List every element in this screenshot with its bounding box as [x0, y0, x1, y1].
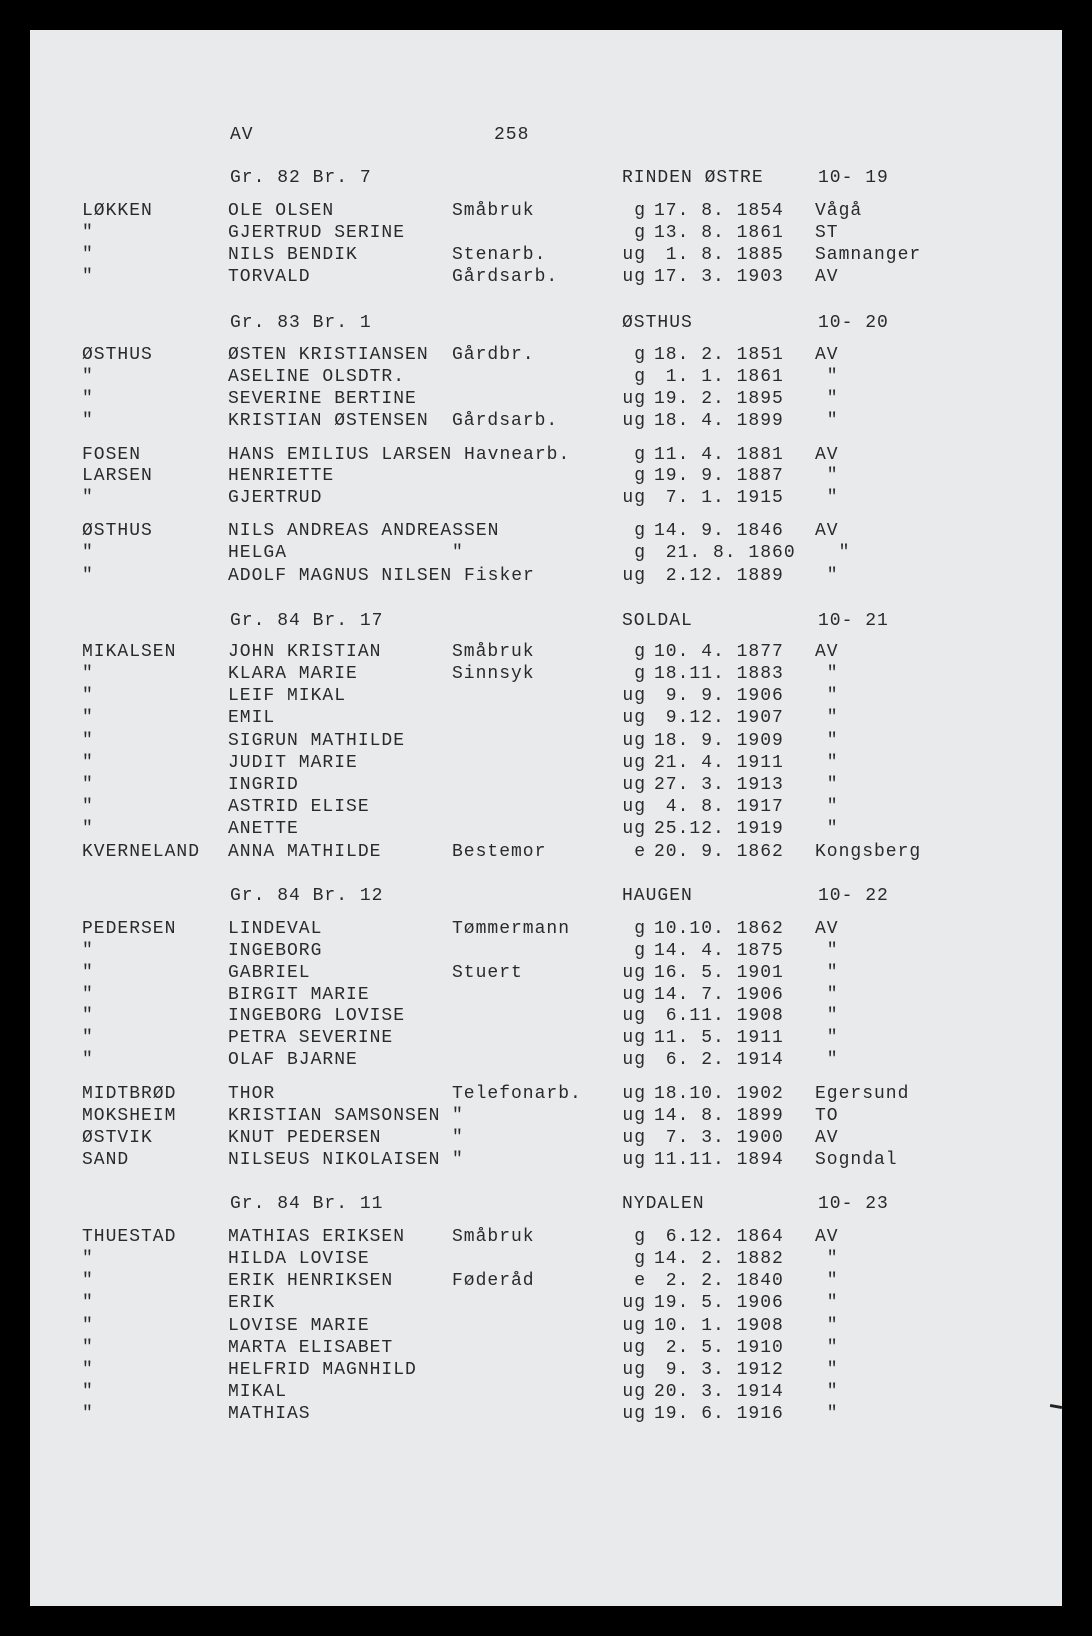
row-surname: "	[82, 1404, 94, 1424]
row-marital-status: g	[634, 919, 646, 939]
row-birth-place: "	[815, 941, 839, 961]
row-birth-place: "	[815, 797, 839, 817]
row-given-name: HELFRID MAGNHILD	[228, 1360, 417, 1380]
row-birth-date: 7. 1. 1915	[654, 488, 784, 508]
row-birth-date: 27. 3. 1913	[654, 775, 784, 795]
row-birth-place: "	[815, 708, 839, 728]
row-given-name: JOHN KRISTIAN	[228, 642, 382, 662]
row-birth-date: 4. 8. 1917	[654, 797, 784, 817]
row-marital-status: ug	[622, 731, 646, 751]
group-title: Gr. 82 Br. 7	[230, 168, 372, 188]
row-occupation: Gårdsarb.	[452, 411, 559, 431]
group-code: 10- 20	[818, 313, 889, 333]
row-given-name: ASTRID ELISE	[228, 797, 370, 817]
row-given-name: KNUT PEDERSEN	[228, 1128, 382, 1148]
row-birth-place: Vågå	[815, 201, 863, 221]
row-given-name: ANETTE	[228, 819, 299, 839]
row-marital-status: g	[634, 1249, 646, 1269]
row-birth-date: 2.12. 1889	[654, 566, 784, 586]
row-birth-date: 14. 2. 1882	[654, 1249, 784, 1269]
row-birth-date: 10. 4. 1877	[654, 642, 784, 662]
row-birth-date: 2. 2. 1840	[654, 1271, 784, 1291]
row-birth-date: 19. 5. 1906	[654, 1293, 784, 1313]
row-birth-place: "	[815, 686, 839, 706]
row-birth-date: 21. 8. 1860	[654, 543, 796, 563]
row-birth-place: "	[815, 1006, 839, 1026]
row-surname: "	[82, 367, 94, 387]
row-birth-place: AV	[815, 445, 839, 465]
row-birth-date: 9.12. 1907	[654, 708, 784, 728]
row-birth-date: 11. 5. 1911	[654, 1028, 784, 1048]
row-birth-place: Sogndal	[815, 1150, 898, 1170]
row-given-name: INGEBORG LOVISE	[228, 1006, 406, 1026]
row-given-name: ERIK	[228, 1293, 276, 1313]
row-surname: "	[82, 245, 94, 265]
row-occupation: Småbruk	[452, 642, 535, 662]
row-given-name: ADOLF MAGNUS NILSEN Fisker	[228, 566, 535, 586]
row-occupation: Småbruk	[452, 201, 535, 221]
row-given-name: LEIF MIKAL	[228, 686, 347, 706]
row-surname: LARSEN	[82, 466, 153, 486]
row-marital-status: ug	[622, 1404, 646, 1424]
row-surname: "	[82, 819, 94, 839]
row-surname: "	[82, 797, 94, 817]
row-given-name: MATHIAS	[228, 1404, 311, 1424]
row-birth-date: 13. 8. 1861	[654, 223, 784, 243]
row-occupation: Stenarb.	[452, 245, 547, 265]
group-title: Gr. 84 Br. 12	[230, 886, 384, 906]
row-given-name: LOVISE MARIE	[228, 1316, 370, 1336]
row-birth-place: "	[815, 1316, 839, 1336]
row-birth-date: 1. 8. 1885	[654, 245, 784, 265]
row-birth-place: "	[815, 1249, 839, 1269]
farm-name: ØSTHUS	[622, 313, 693, 333]
row-surname: "	[82, 664, 94, 684]
row-birth-date: 20. 9. 1862	[654, 842, 784, 862]
row-occupation: Føderåd	[452, 1271, 535, 1291]
row-occupation: Gårdsarb.	[452, 267, 559, 287]
row-marital-status: e	[634, 842, 646, 862]
row-occupation: Telefonarb.	[452, 1084, 582, 1104]
row-marital-status: ug	[622, 1028, 646, 1048]
row-surname: "	[82, 543, 94, 563]
group-code: 10- 19	[818, 168, 889, 188]
row-birth-date: 16. 5. 1901	[654, 963, 784, 983]
row-birth-date: 17. 8. 1854	[654, 201, 784, 221]
row-marital-status: ug	[622, 1128, 646, 1148]
row-given-name: INGRID	[228, 775, 299, 795]
row-marital-status: g	[634, 642, 646, 662]
row-given-name: HANS EMILIUS LARSEN Havnearb.	[228, 445, 571, 465]
row-marital-status: g	[634, 466, 646, 486]
row-surname: PEDERSEN	[82, 919, 177, 939]
row-given-name: KLARA MARIE	[228, 664, 358, 684]
row-given-name: GJERTRUD SERINE	[228, 223, 406, 243]
row-surname: ØSTHUS	[82, 521, 153, 541]
row-occupation: "	[452, 543, 464, 563]
row-birth-place: "	[815, 963, 839, 983]
group-code: 10- 21	[818, 611, 889, 631]
row-birth-place: "	[815, 488, 839, 508]
row-marital-status: ug	[622, 245, 646, 265]
row-surname: ØSTHUS	[82, 345, 153, 365]
row-surname: FOSEN	[82, 445, 142, 465]
row-birth-place: "	[815, 466, 839, 486]
row-birth-place: "	[815, 1293, 839, 1313]
row-surname: "	[82, 1382, 94, 1402]
row-marital-status: ug	[622, 389, 646, 409]
row-occupation: "	[452, 1128, 464, 1148]
row-marital-status: ug	[622, 1293, 646, 1313]
group-title: Gr. 83 Br. 1	[230, 313, 372, 333]
row-occupation: Stuert	[452, 963, 523, 983]
row-surname: "	[82, 267, 94, 287]
row-birth-place: "	[815, 1404, 839, 1424]
farm-name: SOLDAL	[622, 611, 693, 631]
row-given-name: OLAF BJARNE	[228, 1050, 358, 1070]
row-birth-date: 10.10. 1862	[654, 919, 784, 939]
row-birth-place: AV	[815, 919, 839, 939]
row-given-name: MARTA ELISABET	[228, 1338, 394, 1358]
row-marital-status: ug	[622, 1338, 646, 1358]
row-given-name: EMIL	[228, 708, 276, 728]
row-given-name: NILSEUS NIKOLAISEN	[228, 1150, 441, 1170]
row-marital-status: g	[634, 543, 646, 563]
row-given-name: NILS ANDREAS ANDREASSEN	[228, 521, 500, 541]
row-birth-date: 19. 2. 1895	[654, 389, 784, 409]
row-birth-place: "	[815, 775, 839, 795]
row-birth-place: ST	[815, 223, 839, 243]
row-surname: MIDTBRØD	[82, 1084, 177, 1104]
row-birth-place: AV	[815, 345, 839, 365]
row-given-name: MATHIAS ERIKSEN	[228, 1227, 406, 1247]
row-surname: MIKALSEN	[82, 642, 177, 662]
row-birth-date: 14. 7. 1906	[654, 985, 784, 1005]
row-birth-place: "	[815, 753, 839, 773]
row-given-name: MIKAL	[228, 1382, 288, 1402]
row-marital-status: g	[634, 345, 646, 365]
row-birth-place: AV	[815, 1128, 839, 1148]
row-marital-status: ug	[622, 819, 646, 839]
row-birth-place: AV	[815, 642, 839, 662]
row-birth-place: "	[815, 389, 839, 409]
row-given-name: ERIK HENRIKSEN	[228, 1271, 394, 1291]
row-birth-date: 6. 2. 1914	[654, 1050, 784, 1070]
row-birth-place: "	[815, 367, 839, 387]
row-surname: "	[82, 985, 94, 1005]
row-birth-date: 1. 1. 1861	[654, 367, 784, 387]
row-surname: "	[82, 775, 94, 795]
row-birth-date: 17. 3. 1903	[654, 267, 784, 287]
row-birth-place: "	[815, 1271, 839, 1291]
row-birth-date: 14. 8. 1899	[654, 1106, 784, 1126]
row-birth-place: "	[815, 566, 839, 586]
row-occupation: "	[452, 1106, 464, 1126]
row-birth-date: 14. 4. 1875	[654, 941, 784, 961]
row-given-name: TORVALD	[228, 267, 311, 287]
row-surname: "	[82, 411, 94, 431]
row-marital-status: ug	[622, 566, 646, 586]
row-birth-date: 6.11. 1908	[654, 1006, 784, 1026]
row-surname: "	[82, 223, 94, 243]
row-marital-status: g	[634, 223, 646, 243]
row-surname: MOKSHEIM	[82, 1106, 177, 1126]
row-marital-status: ug	[622, 411, 646, 431]
row-marital-status: ug	[622, 753, 646, 773]
row-birth-place: AV	[815, 521, 839, 541]
row-marital-status: ug	[622, 963, 646, 983]
row-birth-place: "	[815, 985, 839, 1005]
row-surname: "	[82, 1050, 94, 1070]
row-surname: KVERNELAND	[82, 842, 201, 862]
row-surname: "	[82, 1360, 94, 1380]
row-surname: "	[82, 1271, 94, 1291]
row-surname: THUESTAD	[82, 1227, 177, 1247]
row-given-name: ANNA MATHILDE	[228, 842, 382, 862]
row-marital-status: g	[634, 664, 646, 684]
row-given-name: PETRA SEVERINE	[228, 1028, 394, 1048]
row-marital-status: ug	[622, 708, 646, 728]
row-occupation: Småbruk	[452, 1227, 535, 1247]
header-municipality: AV	[230, 125, 254, 145]
row-given-name: SIGRUN MATHILDE	[228, 731, 406, 751]
row-marital-status: g	[634, 521, 646, 541]
group-title: Gr. 84 Br. 17	[230, 611, 384, 631]
row-birth-place: Egersund	[815, 1084, 910, 1104]
row-birth-place: "	[815, 411, 839, 431]
row-given-name: BIRGIT MARIE	[228, 985, 370, 1005]
farm-name: RINDEN ØSTRE	[622, 168, 764, 188]
row-surname: "	[82, 1028, 94, 1048]
row-given-name: GJERTRUD	[228, 488, 323, 508]
row-marital-status: g	[634, 201, 646, 221]
row-birth-place: Samnanger	[815, 245, 922, 265]
row-marital-status: g	[634, 367, 646, 387]
row-given-name: JUDIT MARIE	[228, 753, 358, 773]
row-surname: "	[82, 566, 94, 586]
row-birth-place: "	[815, 1028, 839, 1048]
row-birth-date: 25.12. 1919	[654, 819, 784, 839]
row-birth-date: 18.10. 1902	[654, 1084, 784, 1104]
row-birth-place: Kongsberg	[815, 842, 922, 862]
row-birth-date: 21. 4. 1911	[654, 753, 784, 773]
row-birth-date: 10. 1. 1908	[654, 1316, 784, 1336]
row-given-name: THOR	[228, 1084, 276, 1104]
row-birth-date: 20. 3. 1914	[654, 1382, 784, 1402]
row-given-name: ØSTEN KRISTIANSEN	[228, 345, 429, 365]
row-birth-date: 18.11. 1883	[654, 664, 784, 684]
group-code: 10- 22	[818, 886, 889, 906]
row-surname: "	[82, 686, 94, 706]
row-given-name: KRISTIAN ØSTENSEN	[228, 411, 429, 431]
row-marital-status: ug	[622, 985, 646, 1005]
row-given-name: SEVERINE BERTINE	[228, 389, 417, 409]
row-birth-place: AV	[815, 267, 839, 287]
row-marital-status: ug	[622, 267, 646, 287]
row-occupation: Gårdbr.	[452, 345, 535, 365]
row-surname: "	[82, 708, 94, 728]
row-marital-status: ug	[622, 1050, 646, 1070]
row-birth-date: 11. 4. 1881	[654, 445, 784, 465]
row-occupation: Bestemor	[452, 842, 547, 862]
row-occupation: Sinnsyk	[452, 664, 535, 684]
row-surname: "	[82, 963, 94, 983]
row-birth-date: 2. 5. 1910	[654, 1338, 784, 1358]
group-title: Gr. 84 Br. 11	[230, 1194, 384, 1214]
row-occupation: Tømmermann	[452, 919, 571, 939]
row-given-name: INGEBORG	[228, 941, 323, 961]
row-birth-place: "	[815, 1050, 839, 1070]
row-birth-place: AV	[815, 1227, 839, 1247]
row-marital-status: g	[634, 1227, 646, 1247]
row-marital-status: ug	[622, 686, 646, 706]
row-marital-status: ug	[622, 1382, 646, 1402]
row-surname: LØKKEN	[82, 201, 153, 221]
row-given-name: NILS BENDIK	[228, 245, 358, 265]
row-surname: "	[82, 389, 94, 409]
row-given-name: HENRIETTE	[228, 466, 335, 486]
row-marital-status: ug	[622, 775, 646, 795]
row-marital-status: ug	[622, 488, 646, 508]
row-given-name: HELGA	[228, 543, 288, 563]
page-number: 258	[494, 125, 530, 145]
row-surname: "	[82, 753, 94, 773]
row-given-name: LINDEVAL	[228, 919, 323, 939]
row-marital-status: ug	[622, 1150, 646, 1170]
row-marital-status: g	[634, 941, 646, 961]
row-surname: SAND	[82, 1150, 130, 1170]
row-marital-status: ug	[622, 1106, 646, 1126]
row-given-name: GABRIEL	[228, 963, 311, 983]
row-birth-date: 19. 6. 1916	[654, 1404, 784, 1424]
row-birth-date: 9. 9. 1906	[654, 686, 784, 706]
row-birth-place: "	[815, 1338, 839, 1358]
row-birth-date: 11.11. 1894	[654, 1150, 784, 1170]
row-surname: "	[82, 488, 94, 508]
row-birth-place: "	[815, 731, 839, 751]
farm-name: HAUGEN	[622, 886, 693, 906]
row-birth-date: 19. 9. 1887	[654, 466, 784, 486]
row-birth-place: "	[815, 819, 839, 839]
row-marital-status: ug	[622, 1316, 646, 1336]
row-birth-date: 7. 3. 1900	[654, 1128, 784, 1148]
row-surname: "	[82, 1293, 94, 1313]
row-given-name: KRISTIAN SAMSONSEN	[228, 1106, 441, 1126]
row-birth-place: "	[815, 1360, 839, 1380]
row-surname: "	[82, 1006, 94, 1026]
row-birth-place: TO	[815, 1106, 839, 1126]
row-marital-status: ug	[622, 1006, 646, 1026]
row-marital-status: ug	[622, 1360, 646, 1380]
row-marital-status: ug	[622, 797, 646, 817]
row-birth-place: "	[815, 543, 851, 563]
row-birth-place: "	[815, 1382, 839, 1402]
row-surname: "	[82, 1338, 94, 1358]
group-code: 10- 23	[818, 1194, 889, 1214]
row-surname: "	[82, 731, 94, 751]
row-surname: "	[82, 1316, 94, 1336]
row-surname: "	[82, 1249, 94, 1269]
row-occupation: "	[452, 1150, 464, 1170]
row-marital-status: e	[634, 1271, 646, 1291]
row-given-name: ASELINE OLSDTR.	[228, 367, 406, 387]
row-birth-date: 18. 9. 1909	[654, 731, 784, 751]
farm-name: NYDALEN	[622, 1194, 705, 1214]
row-birth-date: 18. 2. 1851	[654, 345, 784, 365]
row-birth-date: 18. 4. 1899	[654, 411, 784, 431]
row-birth-place: "	[815, 664, 839, 684]
row-marital-status: g	[634, 445, 646, 465]
row-surname: "	[82, 941, 94, 961]
row-birth-date: 14. 9. 1846	[654, 521, 784, 541]
row-birth-date: 9. 3. 1912	[654, 1360, 784, 1380]
row-given-name: OLE OLSEN	[228, 201, 335, 221]
row-given-name: HILDA LOVISE	[228, 1249, 370, 1269]
row-marital-status: ug	[622, 1084, 646, 1104]
row-birth-date: 6.12. 1864	[654, 1227, 784, 1247]
row-surname: ØSTVIK	[82, 1128, 153, 1148]
